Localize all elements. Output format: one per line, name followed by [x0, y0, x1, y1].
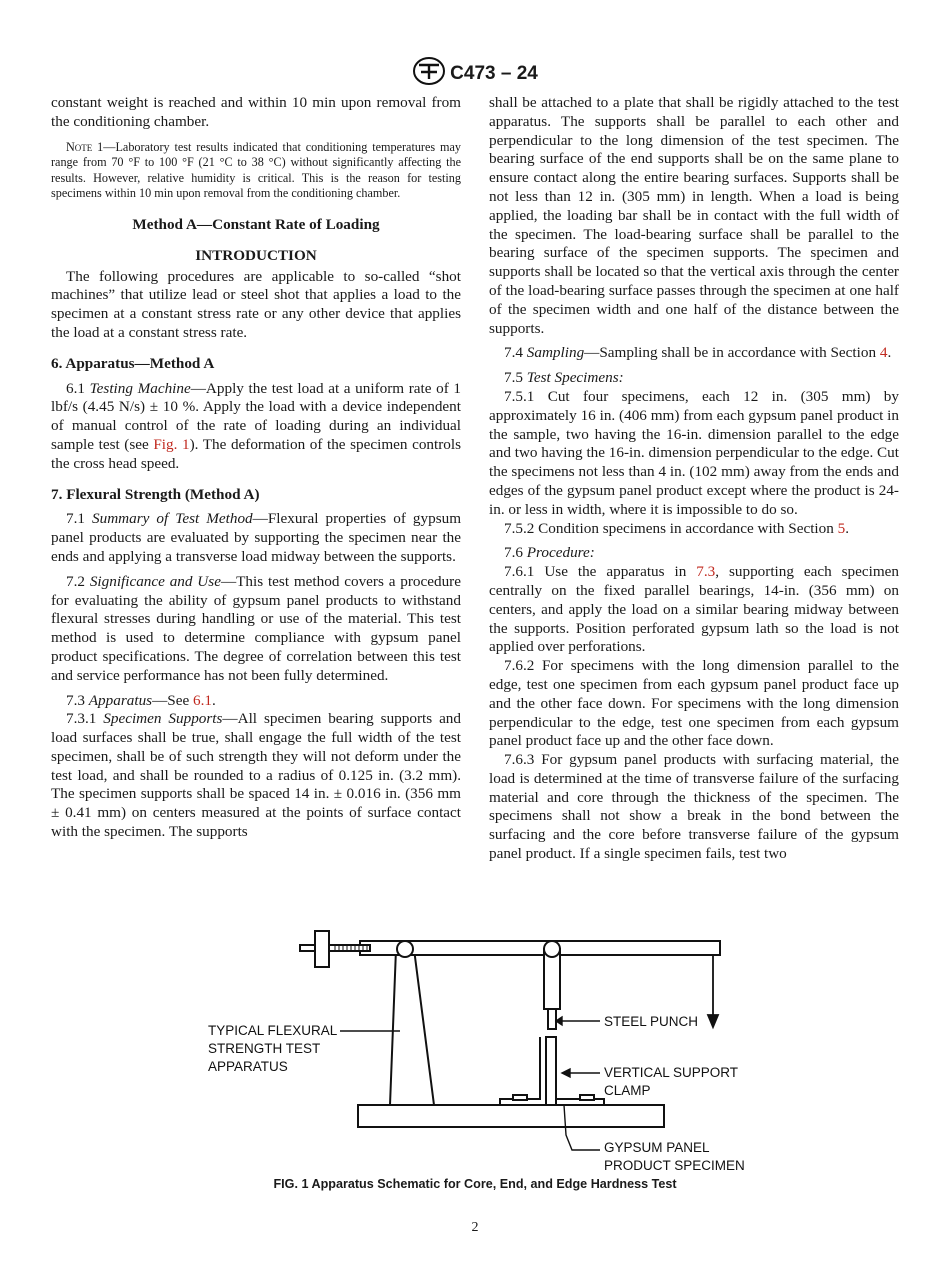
label-apparatus-1: TYPICAL FLEXURAL [208, 1023, 338, 1038]
clause-title: Summary of Test Method [92, 510, 253, 528]
clause-text: —All specimen bearing supports and load surfaces shall be true, shall engage the full width of the test specimen, shall be of such strength they will not deform under the test load, and shall be rounded to a radius of 0.125 in. (3.2 mm). The specimen supports shall be spaced 14 in. ± 0.016 in. (356 mm ± 0.41 mm) on centers measured at the points of surface contact with the specimen. The supports [51, 710, 461, 841]
clause-title: Sampling [526, 344, 585, 362]
clause-title: Procedure: [526, 544, 595, 562]
section-7-1 [51, 510, 461, 566]
astm-logo-icon [412, 56, 446, 91]
lever-beam [360, 941, 720, 955]
clause-text: . [211, 691, 216, 709]
clause-number: 7.2 [66, 572, 85, 590]
clause-text: —Apply the test load at a uniform rate of 1 lbf/s (4.45 N/s) ± 10 %. Apply the load with a device independent of manual control of the rate of loading during an individual sample test (see [51, 379, 462, 453]
section-7-heading: 7. Flexural Strength (Method A) [51, 485, 260, 503]
section-6-1-link[interactable]: 6.1 [193, 691, 212, 709]
note-1 [51, 140, 461, 202]
section-7-4 [489, 344, 899, 363]
section-7-5 [489, 369, 899, 388]
section-7-2 [51, 573, 461, 686]
clause-number: 7.3.1 [66, 710, 97, 728]
method-heading: Method A—Constant Rate of Loading [132, 215, 380, 233]
label-apparatus-2: STRENGTH TEST [208, 1041, 321, 1056]
paragraph-continuation: shall be attached to a plate that shall be rigidly attached to the test apparatus. The supports shall be parallel to each other and perpendicular to the long dimension of the test specimen. The bearing surface of the end supports shall be on the same plane to ensure contact along the entire bearing surfaces. Supports shall be not less than 12 in. (305 mm) in length. When a load is being applied, the loading bar shall be in contact with the full width of the specimen. The load-bearing surface shall be parallel to the bearing surface of the specimen supports. The specimen and supports shall be located so that the vertical axis through the center of the load-bearing surface passes through the specimen at one half of the specimen width and one half of the distance between the supports. [489, 94, 899, 337]
clause-text: —Flexural properties of gypsum panel products are evaluated by supporting the specimen near the ends and applying a transverse load midway between the supports. [51, 510, 462, 565]
section-4-link[interactable]: 4 [879, 344, 888, 362]
load-arrow-icon [708, 955, 718, 1027]
section-5-link[interactable]: 5 [837, 519, 846, 537]
paragraph-continuation: constant weight is reached and within 10 min upon removal from the conditioning chamber. [51, 94, 461, 130]
page-number: 2 [471, 1220, 479, 1235]
clause-number: 6.1 [66, 379, 85, 397]
clause-title: Test Specimens: [526, 369, 624, 387]
fig-1-link[interactable]: Fig. 1 [153, 435, 190, 453]
section-6-heading: 6. Apparatus—Method A [51, 354, 215, 372]
section-7-6-1 [489, 563, 899, 657]
clause-text: 7.5.2 Condition specimens in accordance with Section [504, 519, 838, 537]
right-column [489, 94, 899, 864]
section-6-1 [51, 380, 461, 474]
clause-title: Significance and Use [89, 572, 221, 590]
section-7-6 [489, 544, 899, 563]
clause-text: . [887, 344, 892, 362]
label-steel-punch: STEEL PUNCH [604, 1014, 699, 1029]
clause-text: —Sampling shall be in accordance with Section [584, 344, 880, 362]
clause-number: 7.6 [504, 544, 523, 562]
section-7-3 [51, 692, 461, 711]
label-specimen-1: GYPSUM PANEL [604, 1140, 710, 1155]
clause-text: 7.6.1 Use the apparatus in [504, 563, 697, 581]
gypsum-specimen [546, 1037, 556, 1105]
clamp-bolt-left [513, 1095, 527, 1100]
note-label: Note 1 [66, 139, 104, 154]
introduction-text: The following procedures are applicable to so-called “shot machines” that utilize lead or steel shot that applies a load to the specimen at a constant stress rate or any other device that applies the load at a constant stress rate. [51, 267, 461, 341]
clause-title: Testing Machine [89, 379, 191, 397]
punch-pivot [544, 941, 560, 957]
clamp-bolt-right [580, 1095, 594, 1100]
support-post [390, 949, 434, 1105]
section-7-3-1 [51, 710, 461, 842]
figure-caption: FIG. 1 Apparatus Schematic for Core, End, and Edge Hardness Test [273, 1177, 677, 1191]
left-column [51, 94, 461, 842]
note-text: —Laboratory test results indicated that conditioning temperatures may range from 70 °F to 100 °F (21 °C to 38 °C) without significantly affecting the results. However, relative humidity is critical. This is the reason for testing specimens within 10 min upon removal from the conditioning chamber. [51, 139, 462, 201]
figure-1-diagram [200, 925, 760, 1180]
clause-title: Specimen Supports [103, 710, 223, 728]
section-7-5-2 [489, 520, 899, 539]
label-apparatus-3: APPARATUS [208, 1059, 288, 1074]
clause-text: . [845, 519, 850, 537]
clause-text: , supporting each specimen centrally on the fixed parallel bearings, 14-in. (356 mm) on centers, and apply the load on a similar bearing midway between the supports. Position perforated gypsum lath so the load is not applied over perforations. [489, 563, 900, 656]
section-7-6-3: 7.6.3 For gypsum panel products with surfacing material, the load is determined at the time of transverse failure of the surfacing material and core through the thickness of the specimen. The specimens shall not show a break in the bond between the surfacing and the core before transverse failure of the gypsum panel product. If a single specimen fails, test two [489, 751, 899, 863]
clause-title: Apparatus [88, 691, 153, 709]
steel-punch [548, 1009, 556, 1029]
document-designation: C473 – 24 [450, 62, 538, 84]
clause-number: 7.1 [66, 510, 85, 528]
clause-number: 7.5 [504, 369, 523, 387]
section-7-3-link[interactable]: 7.3 [696, 563, 716, 581]
clause-text: —See [152, 691, 193, 709]
counterweight [315, 931, 329, 967]
label-specimen-2: PRODUCT SPECIMEN [604, 1158, 745, 1173]
pivot-joint [397, 941, 413, 957]
clause-text: ). The deformation of the specimen controls the cross head speed. [51, 435, 462, 472]
clause-number: 7.3 [66, 691, 85, 709]
label-clamp-1: VERTICAL SUPPORT [604, 1065, 739, 1080]
section-7-5-1: 7.5.1 Cut four specimens, each 12 in. (305 mm) by approximately 16 in. (406 mm) from each gypsum panel product in the sample, two having the 16-in. dimension parallel to the edge and two having the 16-in. dimension perpendicular to the edge. Cut the specimens not less than 4 in. (102 mm) away from the ends and edges of the gypsum panel product except where the product is 24-in. or less in width, where it is impossible to do so. [489, 387, 899, 518]
introduction-heading: INTRODUCTION [195, 246, 317, 264]
base-plate [358, 1105, 664, 1127]
page-header [0, 56, 950, 91]
section-7-6-2: 7.6.2 For specimens with the long dimension parallel to the edge, test one specimen from each gypsum panel product face up and the other face down. For specimens with the long dimension perpendicular to the edge, test one specimen from each gypsum panel product face up and the other face down. [489, 657, 899, 750]
clause-text: —This test method covers a procedure for evaluating the ability of gypsum panel products to withstand flexural stresses during handling or use of the material. This test method is used to determine compliance with gypsum panel product specifications. The degree of correlation between this test and service performance has not been fully determined. [51, 572, 461, 684]
label-clamp-2: CLAMP [604, 1083, 651, 1098]
clause-number: 7.4 [504, 344, 523, 362]
leader-lines [340, 1017, 600, 1150]
